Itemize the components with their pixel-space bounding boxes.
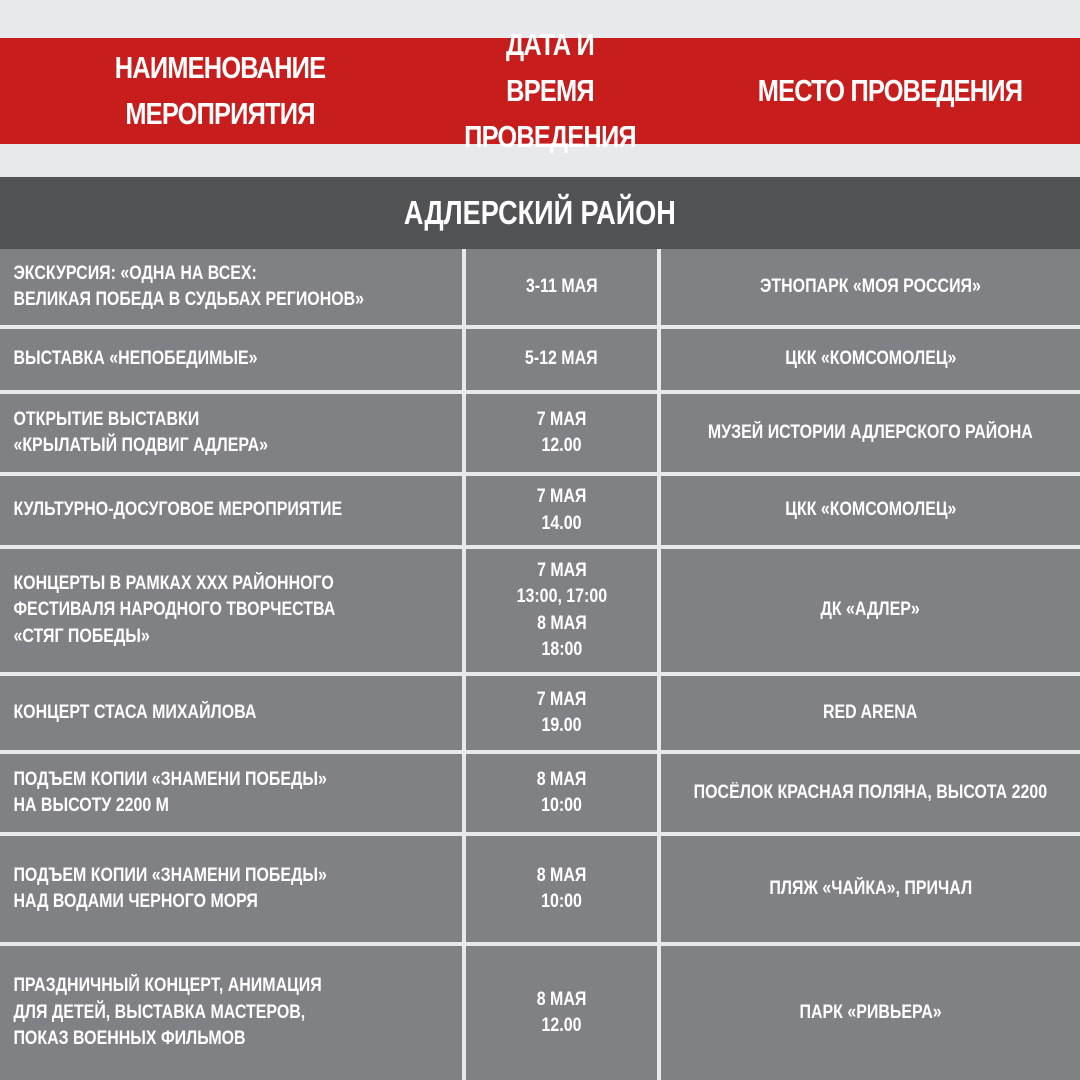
- date-time-cell-line: 5-12 МАЯ: [525, 348, 598, 370]
- venue-cell: [661, 249, 1080, 325]
- venue-cell-line: ЦКК «КОМСОМОЛЕЦ»: [784, 348, 957, 370]
- date-time-cell: [466, 676, 657, 750]
- header-venue-line: МЕСТО ПРОВЕДЕНИЯ: [757, 73, 1023, 108]
- event-name-cell-line: КОНЦЕРТЫ В РАМКАХ XXX РАЙОННОГО: [13, 572, 334, 594]
- date-time-cell-line: 7 МАЯ: [536, 688, 587, 710]
- event-name-cell: [0, 836, 462, 942]
- date-time-cell-text: [537, 987, 587, 1040]
- venue-cell-line: ПОСЁЛОК КРАСНАЯ ПОЛЯНА, ВЫСОТА 2200: [693, 781, 1048, 803]
- event-name-cell: [0, 676, 462, 750]
- header-date-time-line: ДАТА И ВРЕМЯ: [506, 27, 594, 108]
- date-time-cell: [466, 394, 657, 472]
- venue-cell: [661, 754, 1080, 832]
- table-row: [0, 329, 1080, 390]
- event-name-cell-line: ЭКСКУРСИЯ: «ОДНА НА ВСЕХ:: [13, 262, 257, 284]
- venue-cell-line: RED ARENA: [823, 701, 918, 723]
- venue-cell: [661, 836, 1080, 942]
- event-name-cell-text: [0, 407, 268, 460]
- venue-cell-line: ПЛЯЖ «ЧАЙКА», ПРИЧАЛ: [769, 877, 972, 899]
- table-row: [0, 549, 1080, 672]
- district-section-title: [0, 177, 1080, 249]
- event-name-cell-line: ПОДЪЕМ КОПИИ «ЗНАМЕНИ ПОБЕДЫ»: [13, 864, 327, 886]
- event-name-cell-text: [0, 571, 335, 651]
- district-title-text: АДЛЕРСКИЙ РАЙОН: [404, 194, 676, 231]
- venue-cell-line: ЦКК «КОМСОМОЛЕЦ»: [784, 499, 957, 521]
- event-name-cell: [0, 549, 462, 672]
- event-name-cell-line: ВЫСТАВКА «НЕПОБЕДИМЫЕ»: [13, 348, 258, 370]
- date-time-cell-line: 8 МАЯ: [536, 768, 587, 790]
- date-time-cell-line: 3-11 МАЯ: [525, 275, 598, 297]
- event-name-cell-text: [0, 261, 364, 314]
- event-name-cell-text: [0, 863, 327, 916]
- venue-cell-text: [799, 1000, 941, 1027]
- event-name-cell-line: ПОКАЗ ВОЕННЫХ ФИЛЬМОВ: [13, 1028, 246, 1050]
- date-time-cell-line: 7 МАЯ: [536, 559, 587, 581]
- date-time-cell: [466, 476, 657, 545]
- event-name-cell-text: [0, 700, 256, 727]
- event-name-cell-line: ДЛЯ ДЕТЕЙ, ВЫСТАВКА МАСТЕРОВ,: [13, 1001, 306, 1023]
- venue-cell: [661, 329, 1080, 390]
- date-time-cell: [466, 549, 657, 672]
- event-name-cell-line: НАД ВОДАМИ ЧЕРНОГО МОРЯ: [13, 891, 258, 912]
- header-venue: [701, 38, 1078, 144]
- date-time-cell-line: 7 МАЯ: [536, 486, 587, 507]
- venue-cell: [661, 549, 1080, 672]
- venue-cell-text: [823, 700, 917, 727]
- table-row: [0, 476, 1080, 545]
- event-name-cell: [0, 329, 462, 390]
- venue-cell-line: ДК «АДЛЕР»: [820, 599, 921, 621]
- date-time-cell-line: 8 МАЯ: [536, 988, 587, 1010]
- venue-cell: [661, 476, 1080, 545]
- date-time-cell: [466, 946, 657, 1080]
- venue-cell-text: [785, 346, 956, 373]
- date-time-cell: [466, 329, 657, 390]
- table-row: [0, 754, 1080, 832]
- venue-cell-line: ПАРК «РИВЬЕРА»: [799, 1001, 942, 1023]
- event-name-cell-line: КУЛЬТУРНО-ДОСУГОВОЕ МЕРОПРИЯТИЕ: [13, 499, 343, 521]
- date-time-cell-line: 10:00: [541, 891, 582, 912]
- venue-cell-text: [785, 497, 956, 524]
- header-event-name-line: МЕРОПРИЯТИЯ: [125, 96, 315, 131]
- venue-cell: [661, 394, 1080, 472]
- header-event-name-line: НАИМЕНОВАНИЕ: [114, 50, 326, 85]
- event-name-cell-text: [0, 973, 322, 1053]
- venue-cell-text: [694, 780, 1047, 807]
- date-time-cell-text: [526, 274, 598, 301]
- date-time-cell-line: 19.00: [541, 715, 582, 736]
- event-name-cell-line: ПОДЪЕМ КОПИИ «ЗНАМЕНИ ПОБЕДЫ»: [13, 768, 327, 790]
- date-time-cell-text: [537, 863, 587, 916]
- event-name-cell-text: [0, 346, 258, 373]
- venue-cell-text: [821, 597, 920, 624]
- date-time-cell-text: [537, 407, 587, 460]
- date-time-cell-line: 7 МАЯ: [536, 408, 587, 430]
- date-time-cell: [466, 754, 657, 832]
- event-name-cell: [0, 249, 462, 325]
- date-time-cell: [466, 836, 657, 942]
- event-name-cell-line: ФЕСТИВАЛЯ НАРОДНОГО ТВОРЧЕСТВА: [13, 599, 336, 621]
- event-name-cell-line: «КРЫЛАТЫЙ ПОДВИГ АДЛЕРА»: [13, 435, 269, 456]
- table-row: [0, 394, 1080, 472]
- event-name-cell-text: [0, 767, 327, 820]
- date-time-cell-text: [537, 484, 587, 537]
- date-time-cell-line: 12.00: [541, 1015, 582, 1036]
- table-row: [0, 676, 1080, 750]
- date-time-cell-line: 10:00: [541, 795, 582, 816]
- event-name-cell: [0, 394, 462, 472]
- header-date-time: [460, 27, 640, 154]
- venue-cell-text: [769, 876, 972, 903]
- header-event-name: [40, 38, 401, 144]
- date-time-cell-line: 13:00, 17:00: [516, 586, 607, 607]
- event-name-cell: [0, 754, 462, 832]
- date-time-cell-line: 18:00: [541, 639, 582, 660]
- table-row: [0, 249, 1080, 325]
- venue-cell: [661, 946, 1080, 1080]
- header-date-time-line: ПРОВЕДЕНИЯ: [464, 119, 636, 154]
- date-time-cell-text: [537, 767, 587, 820]
- venue-cell-line: МУЗЕЙ ИСТОРИИ АДЛЕРСКОГО РАЙОНА: [708, 421, 1033, 443]
- event-name-cell-line: НА ВЫСОТУ 2200 М: [13, 795, 169, 816]
- venue-cell-text: [708, 420, 1033, 447]
- venue-cell-line: ЭТНОПАРК «МОЯ РОССИЯ»: [760, 275, 981, 297]
- table-row: [0, 946, 1080, 1080]
- event-name-cell: [0, 946, 462, 1080]
- date-time-cell-line: 12.00: [541, 435, 582, 456]
- venue-cell: [661, 676, 1080, 750]
- event-name-cell-line: ПРАЗДНИЧНЫЙ КОНЦЕРТ, АНИМАЦИЯ: [13, 975, 322, 997]
- event-name-cell-line: ОТКРЫТИЕ ВЫСТАВКИ: [13, 408, 200, 430]
- venue-cell-text: [760, 274, 981, 301]
- date-time-cell-text: [525, 346, 598, 373]
- date-time-cell-text: [516, 558, 607, 664]
- date-time-cell-line: 8 МАЯ: [536, 612, 587, 634]
- events-table: [0, 249, 1080, 1080]
- table-row: [0, 836, 1080, 942]
- event-name-cell-line: ВЕЛИКАЯ ПОБЕДА В СУДЬБАХ РЕГИОНОВ»: [13, 289, 365, 310]
- date-time-cell-text: [537, 687, 587, 740]
- table-header: [0, 27, 1080, 154]
- date-time-cell-line: 14.00: [541, 512, 582, 534]
- date-time-cell-line: 8 МАЯ: [536, 864, 587, 886]
- date-time-cell: [466, 249, 657, 325]
- event-name-cell-line: КОНЦЕРТ СТАСА МИХАЙЛОВА: [13, 701, 257, 723]
- event-name-cell: [0, 476, 462, 545]
- event-name-cell-line: «СТЯГ ПОБЕДЫ»: [13, 625, 150, 647]
- event-name-cell-text: [0, 497, 342, 524]
